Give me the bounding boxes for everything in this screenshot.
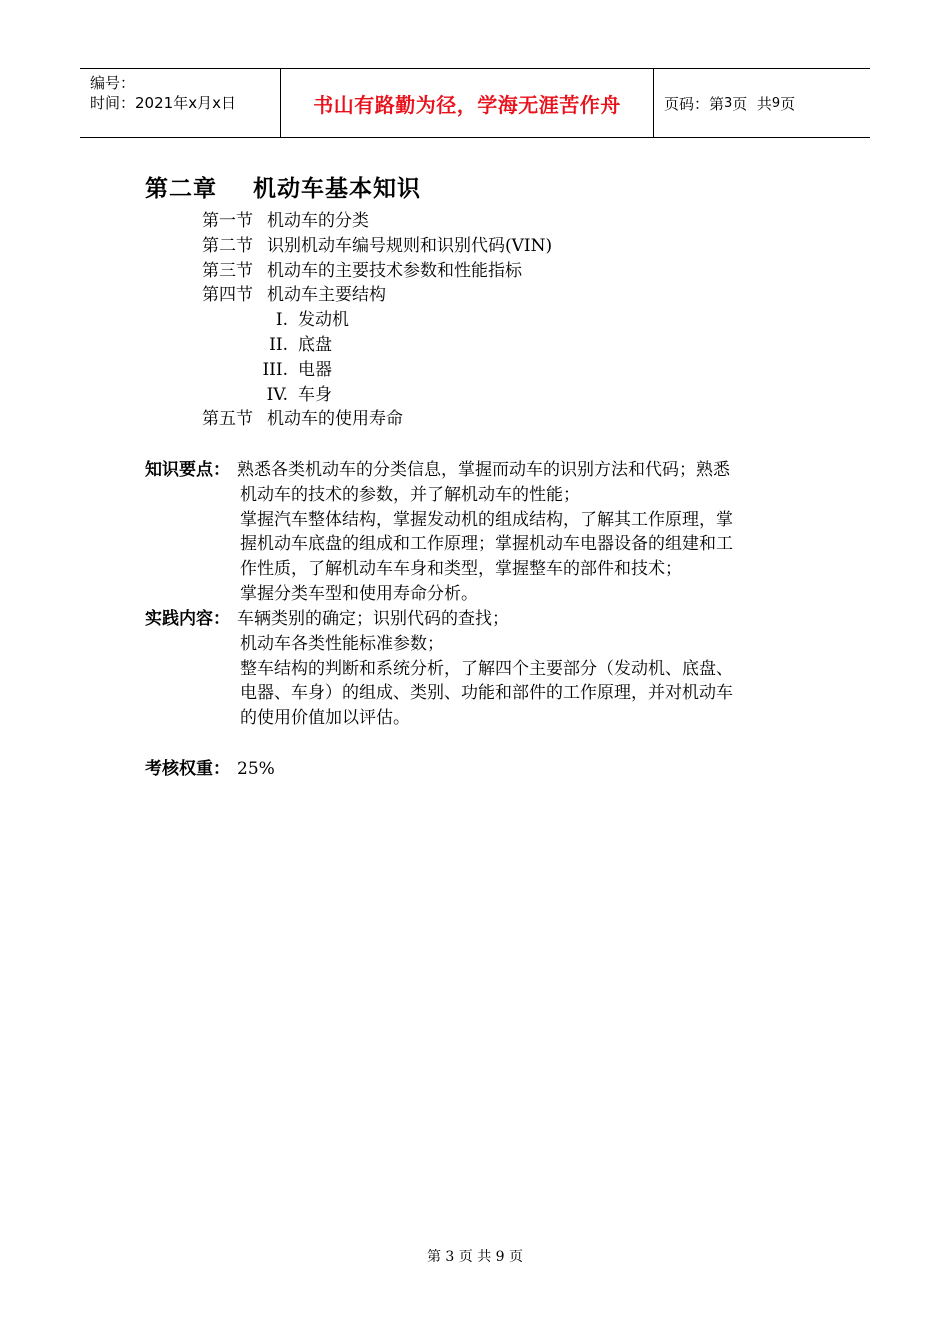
subsection-item [202,308,552,333]
page-mid: 页 共 [732,94,772,113]
practice-text [237,607,815,731]
section-number: 第四节 [202,285,253,306]
section-title: 机动车主要结构 [267,285,386,306]
subsection-item [202,333,552,358]
section-title: 机动车的主要技术参数和性能指标 [267,260,522,281]
header-motto: 书山有路勤为径，学海无涯苦作舟 [313,92,621,117]
section-number: 第五节 [202,409,253,430]
number-label: 编号： [90,74,136,92]
weight-text [237,757,815,782]
practice-line: 的使用价值加以评估。 [240,708,410,729]
section-number: 第二节 [202,235,253,256]
time-value: 2021年x月x日 [135,94,236,112]
knowledge-line: 掌握汽车整体结构，掌握发动机的组成结构，了解其工作原理，掌 [240,509,733,530]
section-item [202,283,552,308]
section-item [202,234,552,259]
header-page-cell [654,69,870,137]
section-item [202,259,552,284]
subsection-title: 发动机 [298,310,349,331]
section-title: 机动车的分类 [267,211,369,231]
assessment-weight [145,757,815,782]
subsection-number: IV. [266,384,288,405]
practice-line: 整车结构的判断和系统分析，了解四个主要部分（发动机、底盘、 [240,658,733,679]
knowledge-line: 熟悉各类机动车的分类信息，掌握而动车的识别方法和代码；熟悉 [237,460,730,480]
knowledge-line: 作性质，了解机动车车身和类型，掌握整车的部件和技术； [240,559,682,580]
subsection-title: 电器 [298,359,332,380]
knowledge-points [145,458,815,607]
page-prefix: 页码：第 [664,94,725,113]
weight-label: 考核权重： [145,759,230,779]
subsection-item [202,383,552,408]
document-header [80,68,870,138]
practice-content [145,607,815,731]
section-item [202,209,552,234]
chapter-title: 第二章 机动车基本知识 [145,176,422,202]
header-meta-cell [80,69,281,137]
weight-value: 25% [237,759,275,779]
knowledge-line: 握机动车底盘的组成和工作原理；掌握机动车电器设备的组建和工 [240,534,733,555]
knowledge-line: 掌握分类车型和使用寿命分析。 [240,583,478,604]
practice-label: 实践内容： [145,609,230,629]
page-suffix: 页 [780,94,796,113]
section-title: 机动车的使用寿命 [267,409,403,430]
page-total: 9 [771,95,781,111]
knowledge-text [237,458,815,607]
knowledge-line: 机动车的技术的参数，并了解机动车的性能； [240,484,580,505]
subsection-number: III. [262,359,288,380]
header-motto-cell [281,69,654,137]
subsection-title: 车身 [298,384,332,405]
section-title: 识别机动车编号规则和识别代码(VIN) [267,235,553,256]
practice-line: 电器、车身）的组成、类别、功能和部件的工作原理，并对机动车 [240,683,733,704]
practice-line: 机动车各类性能标准参数； [240,633,444,654]
subsection-number: II. [269,334,288,355]
subsection-item [202,358,552,383]
section-number: 第三节 [202,260,253,281]
subsection-title: 底盘 [298,334,332,355]
time-line [90,93,280,113]
section-item [202,407,552,432]
practice-line: 车辆类别的确定；识别代码的查找； [237,609,509,629]
section-number: 第一节 [202,211,253,231]
section-list [202,209,552,432]
knowledge-label: 知识要点： [145,460,230,480]
subsection-number: I. [275,310,288,331]
page-footer: 第 3 页 共 9 页 [426,1249,524,1265]
time-label: 时间： [90,94,136,112]
page-current: 3 [724,95,733,111]
